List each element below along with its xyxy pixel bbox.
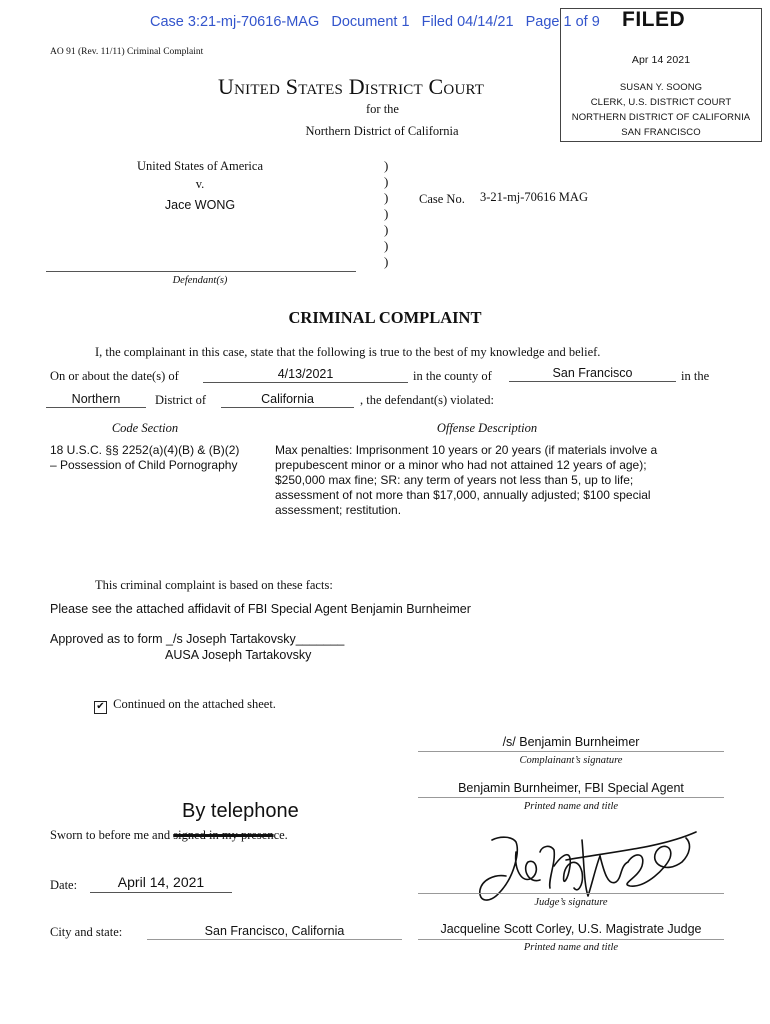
complainant-statement: I, the complainant in this case, state that the following is true to the best of my knowledge and belief.: [95, 345, 601, 359]
caption-paren: ): [384, 174, 389, 189]
court-district: Northern District of California: [305, 124, 459, 138]
date-value: April 14, 2021: [90, 873, 232, 893]
caption-defendant-line: [46, 271, 356, 272]
caption-paren: ): [384, 254, 389, 269]
county-label: in the county of: [413, 369, 492, 383]
judge-name-line: [418, 939, 724, 940]
caption-paren: ): [384, 190, 389, 205]
header-page: Page 1 of 9: [525, 14, 600, 30]
judge-printed-caption: Printed name and title: [523, 942, 619, 953]
basis-intro: This criminal complaint is based on these facts:: [95, 578, 333, 592]
approval-line: Approved as to form _/s Joseph Tartakovsky_______: [50, 632, 345, 646]
filed-stamp: [560, 8, 762, 142]
city-state-value: San Francisco, California: [147, 923, 402, 940]
offense-date-field: 4/13/2021: [203, 367, 408, 383]
complainant-name-line: [418, 797, 724, 798]
state-field: California: [221, 392, 354, 408]
by-telephone-note: By telephone: [182, 800, 299, 822]
court-name: United States District Court: [218, 74, 485, 99]
caption-versus: v.: [195, 177, 205, 191]
sworn-statement: [50, 828, 288, 843]
case-no-value: 3-21-mj-70616 MAG: [480, 190, 588, 204]
date-label: Date:: [50, 878, 78, 892]
case-no-label: Case No.: [419, 192, 465, 206]
complainant-signature-line: [418, 751, 724, 752]
header-case: Case 3:21-mj-70616-MAG: [150, 14, 320, 30]
complainant-printed-name: Benjamin Burnheimer, FBI Special Agent: [458, 781, 684, 795]
continued-row: [94, 697, 276, 714]
offense-description-header: Offense Description: [436, 421, 538, 435]
approval-ausa: AUSA Joseph Tartakovsky: [165, 648, 312, 662]
stamp-city: SAN FRANCISCO: [621, 127, 701, 138]
caption-defendant-label: Defendant(s): [172, 275, 228, 286]
code-section-line-1: 18 U.S.C. §§ 2252(a)(4)(B) & (B)(2): [50, 443, 240, 457]
complainant-signature: /s/ Benjamin Burnheimer: [502, 735, 640, 749]
form-id: AO 91 (Rev. 11/11) Criminal Complaint: [50, 47, 204, 57]
header-document: Document 1: [331, 14, 410, 30]
complainant-signature-caption: Complainant’s signature: [519, 755, 623, 766]
caption-paren: ): [384, 238, 389, 253]
header-filed: Filed 04/14/21: [421, 14, 514, 30]
judge-printed-name: Jacqueline Scott Corley, U.S. Magistrate Judge: [440, 922, 702, 936]
continued-label: Continued on the attached sheet.: [113, 697, 276, 711]
caption-plaintiff: United States of America: [136, 159, 263, 173]
caption-paren: ): [384, 158, 389, 173]
caption-defendant: Jace WONG: [164, 198, 236, 212]
basis-text: Please see the attached affidavit of FBI Special Agent Benjamin Burnheimer: [50, 602, 471, 616]
caption-paren: ): [384, 206, 389, 221]
date-prefix: On or about the date(s) of: [50, 369, 179, 383]
caption-paren: ): [384, 222, 389, 237]
sworn-prefix: Sworn to before me and: [50, 828, 174, 842]
city-state-label: City and state:: [50, 925, 123, 939]
offense-description: Max penalties: Imprisonment 10 years or 20 years (if materials involve a prepubescent minor or a minor who had not attained 12 years of age); $250,000 max fine; SR: any term of years not less than 5, up to life; assessment of not more than $17,000, annually adjusted; $100 special assessment; restitution.: [275, 443, 658, 517]
code-section-header: Code Section: [111, 421, 179, 435]
continued-checkbox[interactable]: ✔: [94, 701, 107, 714]
district-label: District of: [155, 393, 207, 407]
stamp-clerk-title: CLERK, U.S. DISTRICT COURT: [590, 97, 732, 108]
code-section-line-2: – Possession of Child Pornography: [50, 458, 238, 472]
county-suffix: in the: [681, 369, 710, 383]
county-field: San Francisco: [509, 366, 676, 382]
complaint-title: CRIMINAL COMPLAINT: [288, 308, 482, 327]
filed-title: FILED: [622, 8, 686, 31]
district-field: Northern: [46, 392, 146, 408]
complainant-printed-caption: Printed name and title: [523, 801, 619, 812]
judge-signature-line: [418, 893, 724, 894]
stamp-district: NORTHERN DISTRICT OF CALIFORNIA: [571, 112, 751, 123]
stamp-date: Apr 14 2021: [631, 54, 691, 66]
sworn-suffix: ce.: [273, 828, 288, 842]
violated-suffix: , the defendant(s) violated:: [360, 393, 494, 407]
court-for-the: for the: [366, 102, 399, 116]
sworn-struck-text: signed in my presen: [173, 828, 274, 842]
stamp-clerk-name: SUSAN Y. SOONG: [619, 82, 703, 93]
judge-signature-caption: Judge’s signature: [534, 897, 608, 908]
document-header: [150, 14, 600, 30]
